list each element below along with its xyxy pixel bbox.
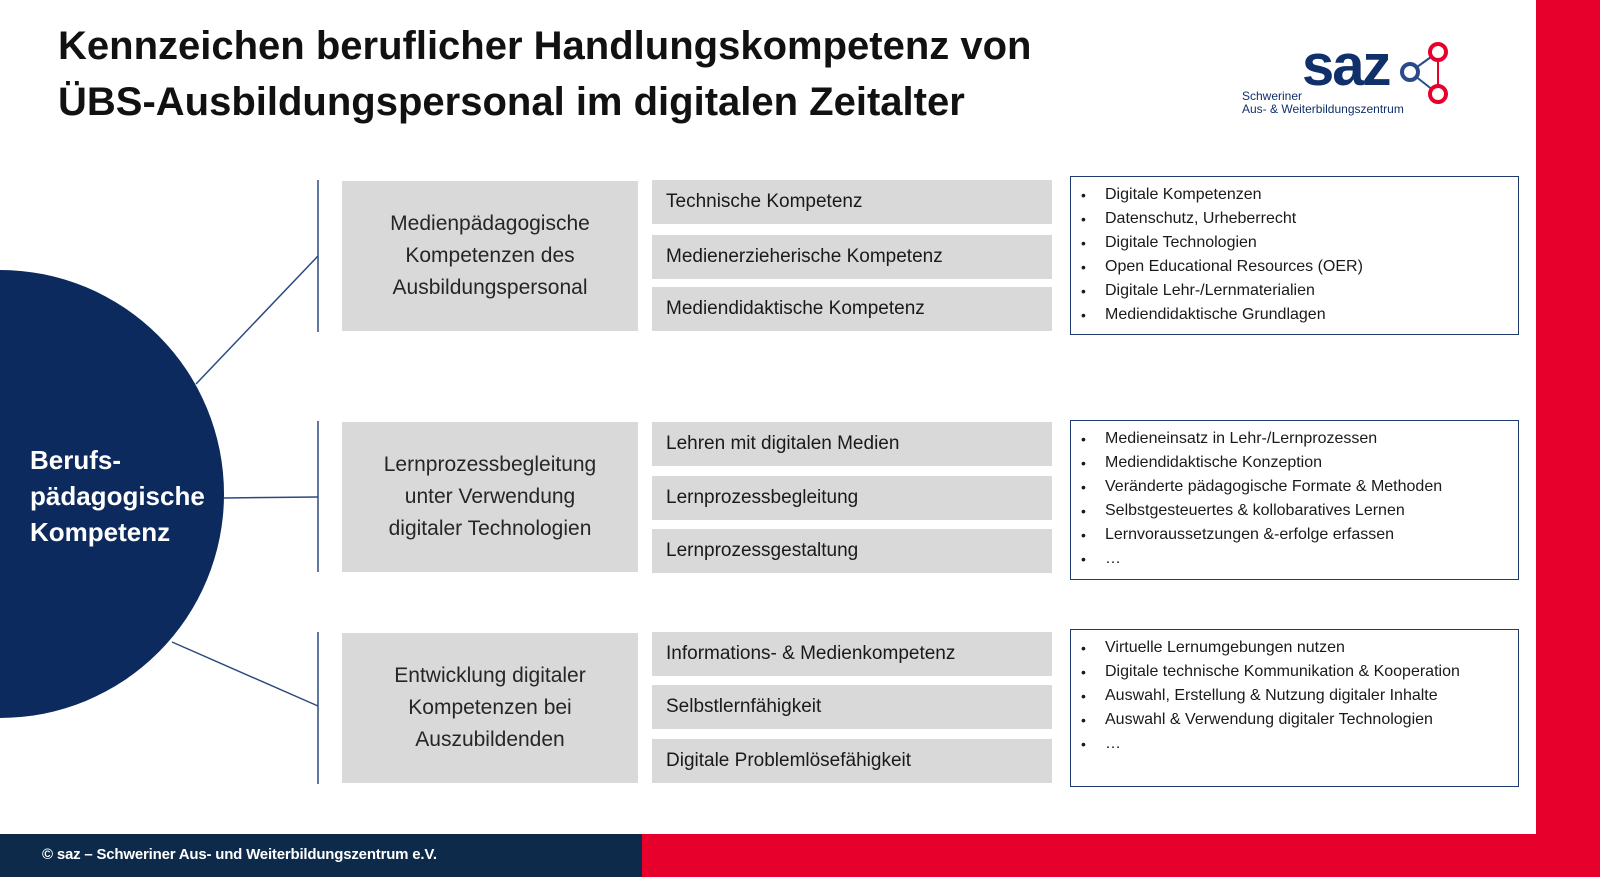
detail-item: • Digitale Technologien [1071, 231, 1518, 255]
detail-item: • Virtuelle Lernumgebungen nutzen [1071, 636, 1518, 660]
connector-line-2 [224, 497, 318, 498]
detail-box-1 [1070, 176, 1519, 335]
logo-subtitle-2: Aus- & Weiterbildungszentrum [1242, 102, 1404, 116]
slide-title-line-2: ÜBS-Ausbildungspersonal im digitalen Zeitalter [58, 80, 965, 124]
footer-copyright: © saz – Schweriner Aus- und Weiterbildungszentrum e.V. [42, 846, 437, 863]
sub-box: Mediendidaktische Kompetenz [652, 287, 1052, 331]
detail-box-2 [1070, 420, 1519, 580]
detail-item: • Mediendidaktische Grundlagen [1071, 303, 1518, 327]
detail-item: • Auswahl, Erstellung & Nutzung digitaler Inhalte [1071, 684, 1518, 708]
detail-item: • Open Educational Resources (OER) [1071, 255, 1518, 279]
connector-line-3 [172, 642, 318, 706]
category-box-learning-process: Lernprozessbegleitung unter Verwendung digitaler Technologien [342, 422, 638, 572]
sub-box: Lernprozessbegleitung [652, 476, 1052, 520]
sub-box: Digitale Problemlösefähigkeit [652, 739, 1052, 783]
detail-item: • … [1071, 547, 1518, 571]
sub-box: Medienerzieherische Kompetenz [652, 235, 1052, 279]
detail-item: • Veränderte pädagogische Formate & Methoden [1071, 475, 1518, 499]
detail-item: • Digitale Lehr-/Lernmaterialien [1071, 279, 1518, 303]
center-label-line-3: Kompetenz [30, 517, 171, 547]
sub-box: Technische Kompetenz [652, 180, 1052, 224]
sub-box: Lehren mit digitalen Medien [652, 422, 1052, 466]
category-box-digital-competence: Entwicklung digitaler Kompetenzen bei Auszubildenden [342, 633, 638, 783]
category-box-media-pedagogy: Medienpädagogische Kompetenzen des Ausbildungspersonal [342, 181, 638, 331]
center-label-line-2: pädagogische [30, 481, 205, 511]
detail-item: • Mediendidaktische Konzeption [1071, 451, 1518, 475]
sub-box: Informations- & Medienkompetenz [652, 632, 1052, 676]
detail-item: • Medieneinsatz in Lehr-/Lernprozessen [1071, 427, 1518, 451]
detail-item: • Digitale Kompetenzen [1071, 183, 1518, 207]
center-label [30, 442, 220, 550]
connector-line-1 [196, 256, 318, 384]
detail-item: • Selbstgesteuertes & kollobaratives Lernen [1071, 499, 1518, 523]
logo-subtitle-1: Schweriner [1242, 89, 1303, 103]
detail-item: • Auswahl & Verwendung digitaler Technologien [1071, 708, 1518, 732]
sub-box: Lernprozessgestaltung [652, 529, 1052, 573]
detail-item: • … [1071, 732, 1518, 756]
logo-wordmark: saz [1302, 33, 1390, 98]
detail-item: • Datenschutz, Urheberrecht [1071, 207, 1518, 231]
detail-item: • Lernvoraussetzungen &-erfolge erfassen [1071, 523, 1518, 547]
detail-item: • Digitale technische Kommunikation & Kooperation [1071, 660, 1518, 684]
center-label-line-1: Berufs- [30, 445, 122, 475]
slide-title-line-1: Kennzeichen beruflicher Handlungskompetenz von [58, 24, 1032, 68]
detail-box-3 [1070, 629, 1519, 787]
sub-box: Selbstlernfähigkeit [652, 685, 1052, 729]
